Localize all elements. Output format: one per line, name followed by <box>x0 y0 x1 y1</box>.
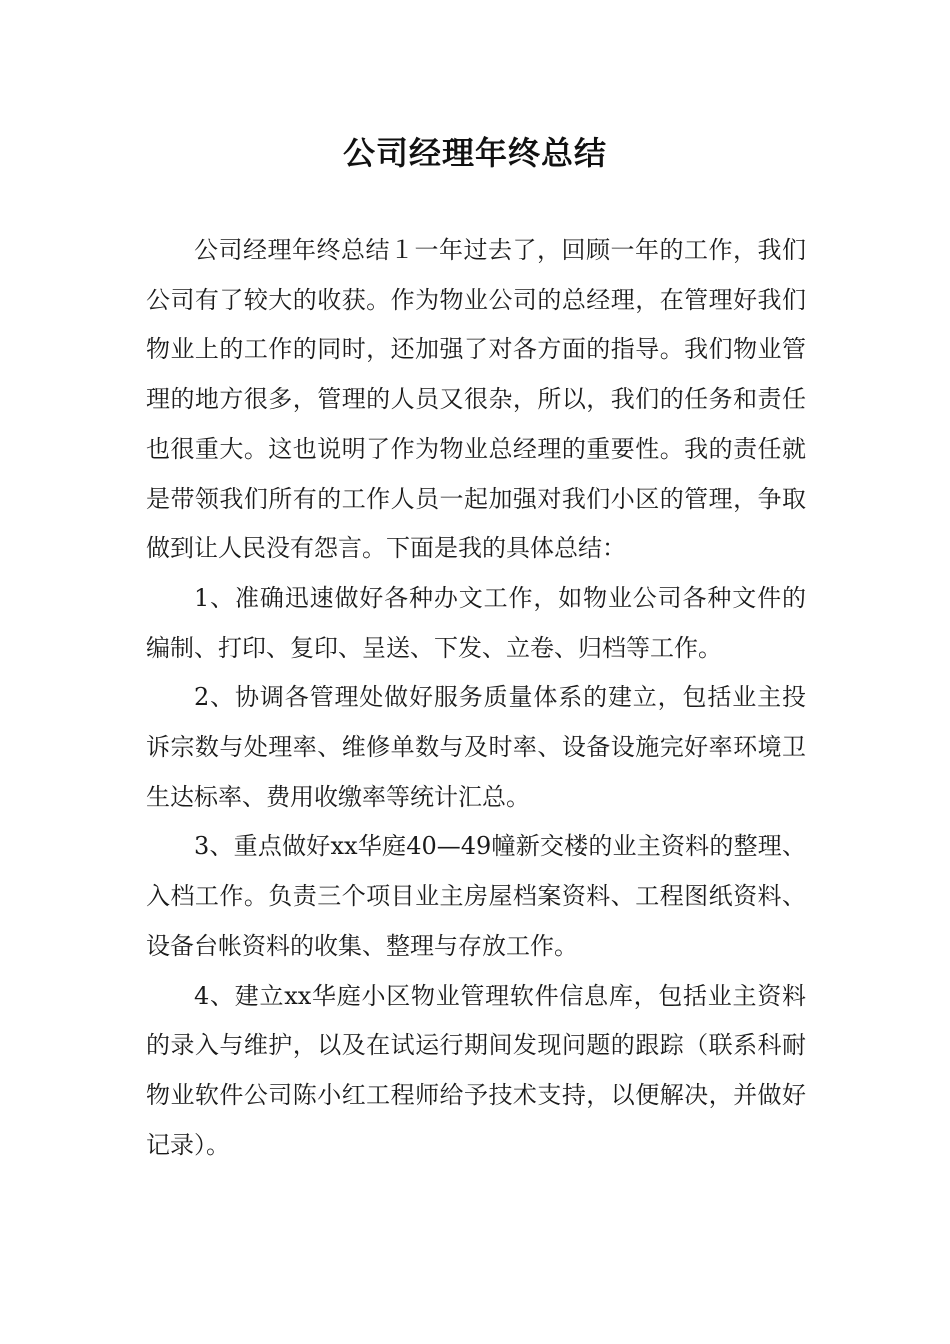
paragraph-item-1: 1、准确迅速做好各种办文工作，如物业公司各种文件的编制、打印、复印、呈送、下发、立卷、归档等工作。 <box>146 583 806 662</box>
document-body <box>146 226 806 1170</box>
document-title: 公司经理年终总结 <box>342 134 607 172</box>
paragraph-item-3: 3、重点做好xx华庭40—49幢新交楼的业主资料的整理、入档工作。负责三个项目业主房屋档案资料、工程图纸资料、设备台帐资料的收集、整理与存放工作。 <box>146 832 806 960</box>
paragraph-intro: 公司经理年终总结１一年过去了，回顾一年的工作，我们公司有了较大的收获。作为物业公司的总经理，在管理好我们物业上的工作的同时，还加强了对各方面的指导。我们物业管理的地方很多，管理的人员又很杂，所以，我们的任务和责任也很重大。这也说明了作为物业总经理的重要性。我的责任就是带领我们所有的工作人员一起加强对我们小区的管理，争取做到让人民没有怨言。下面是我的具体总结： <box>146 236 806 563</box>
paragraph-item-4: 4、建立xx华庭小区物业管理软件信息库，包括业主资料的录入与维护，以及在试运行期间发现问题的跟踪（联系科耐物业软件公司陈小红工程师给予技术支持，以便解决，并做好记录）。 <box>146 981 806 1159</box>
paragraph-item-2: 2、协调各管理处做好服务质量体系的建立，包括业主投诉宗数与处理率、维修单数与及时率、设备设施完好率环境卫生达标率、费用收缴率等统计汇总。 <box>146 683 806 811</box>
